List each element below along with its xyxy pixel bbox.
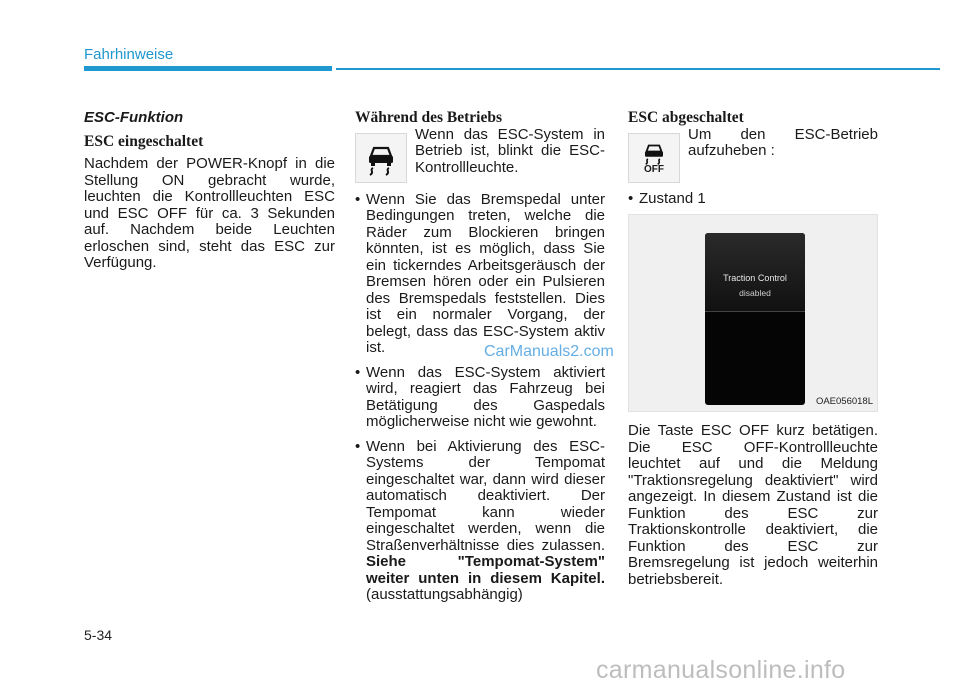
image-code: OAE056018L — [815, 396, 873, 407]
overlay-watermark: CarManuals2.com — [484, 343, 614, 360]
esc-on-paragraph: Nachdem der POWER-Knopf in die Stellung ON gebracht wurde, leuchten die Kontrollleuchten ESC und ESC OFF für ca. 3 Sekunden auf. Nachdem beide Leuchten erloschen sind, steht das ESC zur Verfügung. — [84, 155, 335, 271]
bullet-cruise-control: • Wenn bei Aktivierung des ESC-Systems der Tempomat eingeschaltet war, dann wird dieser automatisch deaktiviert. Der Tempomat kann wieder eingeschaltet werden, wenn die Straßenverhältnisse dies zulassen. Siehe "Tempomat-System" weiter unten in diesem Kapitel. (ausstattungsabhängig) — [355, 437, 605, 603]
column-3 — [628, 110, 878, 215]
esc-blinking-text: Wenn das ESC-System in Betrieb ist, blinkt die ESC-Kontrollleuchte. — [415, 125, 605, 176]
cluster-display — [705, 233, 805, 405]
header-rule-thick — [84, 66, 332, 71]
cluster-display-figure — [628, 214, 878, 412]
display-message-subtitle: disabled — [739, 288, 771, 298]
esc-off-heading: ESC abgeschaltet — [628, 109, 744, 126]
page-number: 5-34 — [84, 627, 113, 643]
footer-watermark: carmanualsonline.info — [596, 656, 846, 684]
column-1 — [84, 110, 335, 272]
display-message-title: Traction Control — [723, 273, 787, 283]
esc-on-heading: ESC eingeschaltet — [84, 132, 204, 150]
bullet-gas-pedal: • Wenn das ESC-System aktiviert wird, reagiert das Fahrzeug bei Betätigung des Gaspedals möglicherweise nicht wie gewohnt. — [355, 363, 605, 430]
esc-function-heading: ESC-Funktion — [84, 109, 184, 126]
bullet-brake-pedal: • Wenn Sie das Bremspedal unter Bedingungen treten, welche die Räder zum Blockieren bringen könnten, ist es möglich, dass Sie ein tickerndes Arbeitsgeräusch der Bremsen hören oder ein Pulsieren des Bremspedals feststellen. Dies ist ein normaler Vorgang, der belegt, dass das ESC-System aktiv ist. — [355, 190, 605, 356]
esc-off-intro-text: Um den ESC-Betrieb aufzuheben : — [688, 125, 878, 159]
esc-off-paragraph: Die Taste ESC OFF kurz betätigen. Die ESC OFF-Kontrollleuchte leuchtet auf und die Meldung "Traktionsregelung deaktiviert" wird angezeigt. In diesem Zustand ist die Funktion des ESC zur Traktionskontrolle deaktiviert, die Funktion des ESC zur Bremsregelung ist jedoch weiterhin betriebsbereit. — [628, 422, 878, 588]
esc-off-icon: OFF — [628, 133, 680, 183]
cross-reference: Siehe "Tempomat-System" weiter unten in diesem Kapitel. — [366, 553, 605, 587]
header-rule-thin — [336, 68, 940, 70]
section-title: Fahrhinweise — [84, 46, 174, 63]
esc-warning-icon — [355, 133, 407, 183]
bullet-state-1: • Zustand 1 — [628, 189, 706, 207]
during-operation-heading: Während des Betriebs — [355, 109, 502, 126]
